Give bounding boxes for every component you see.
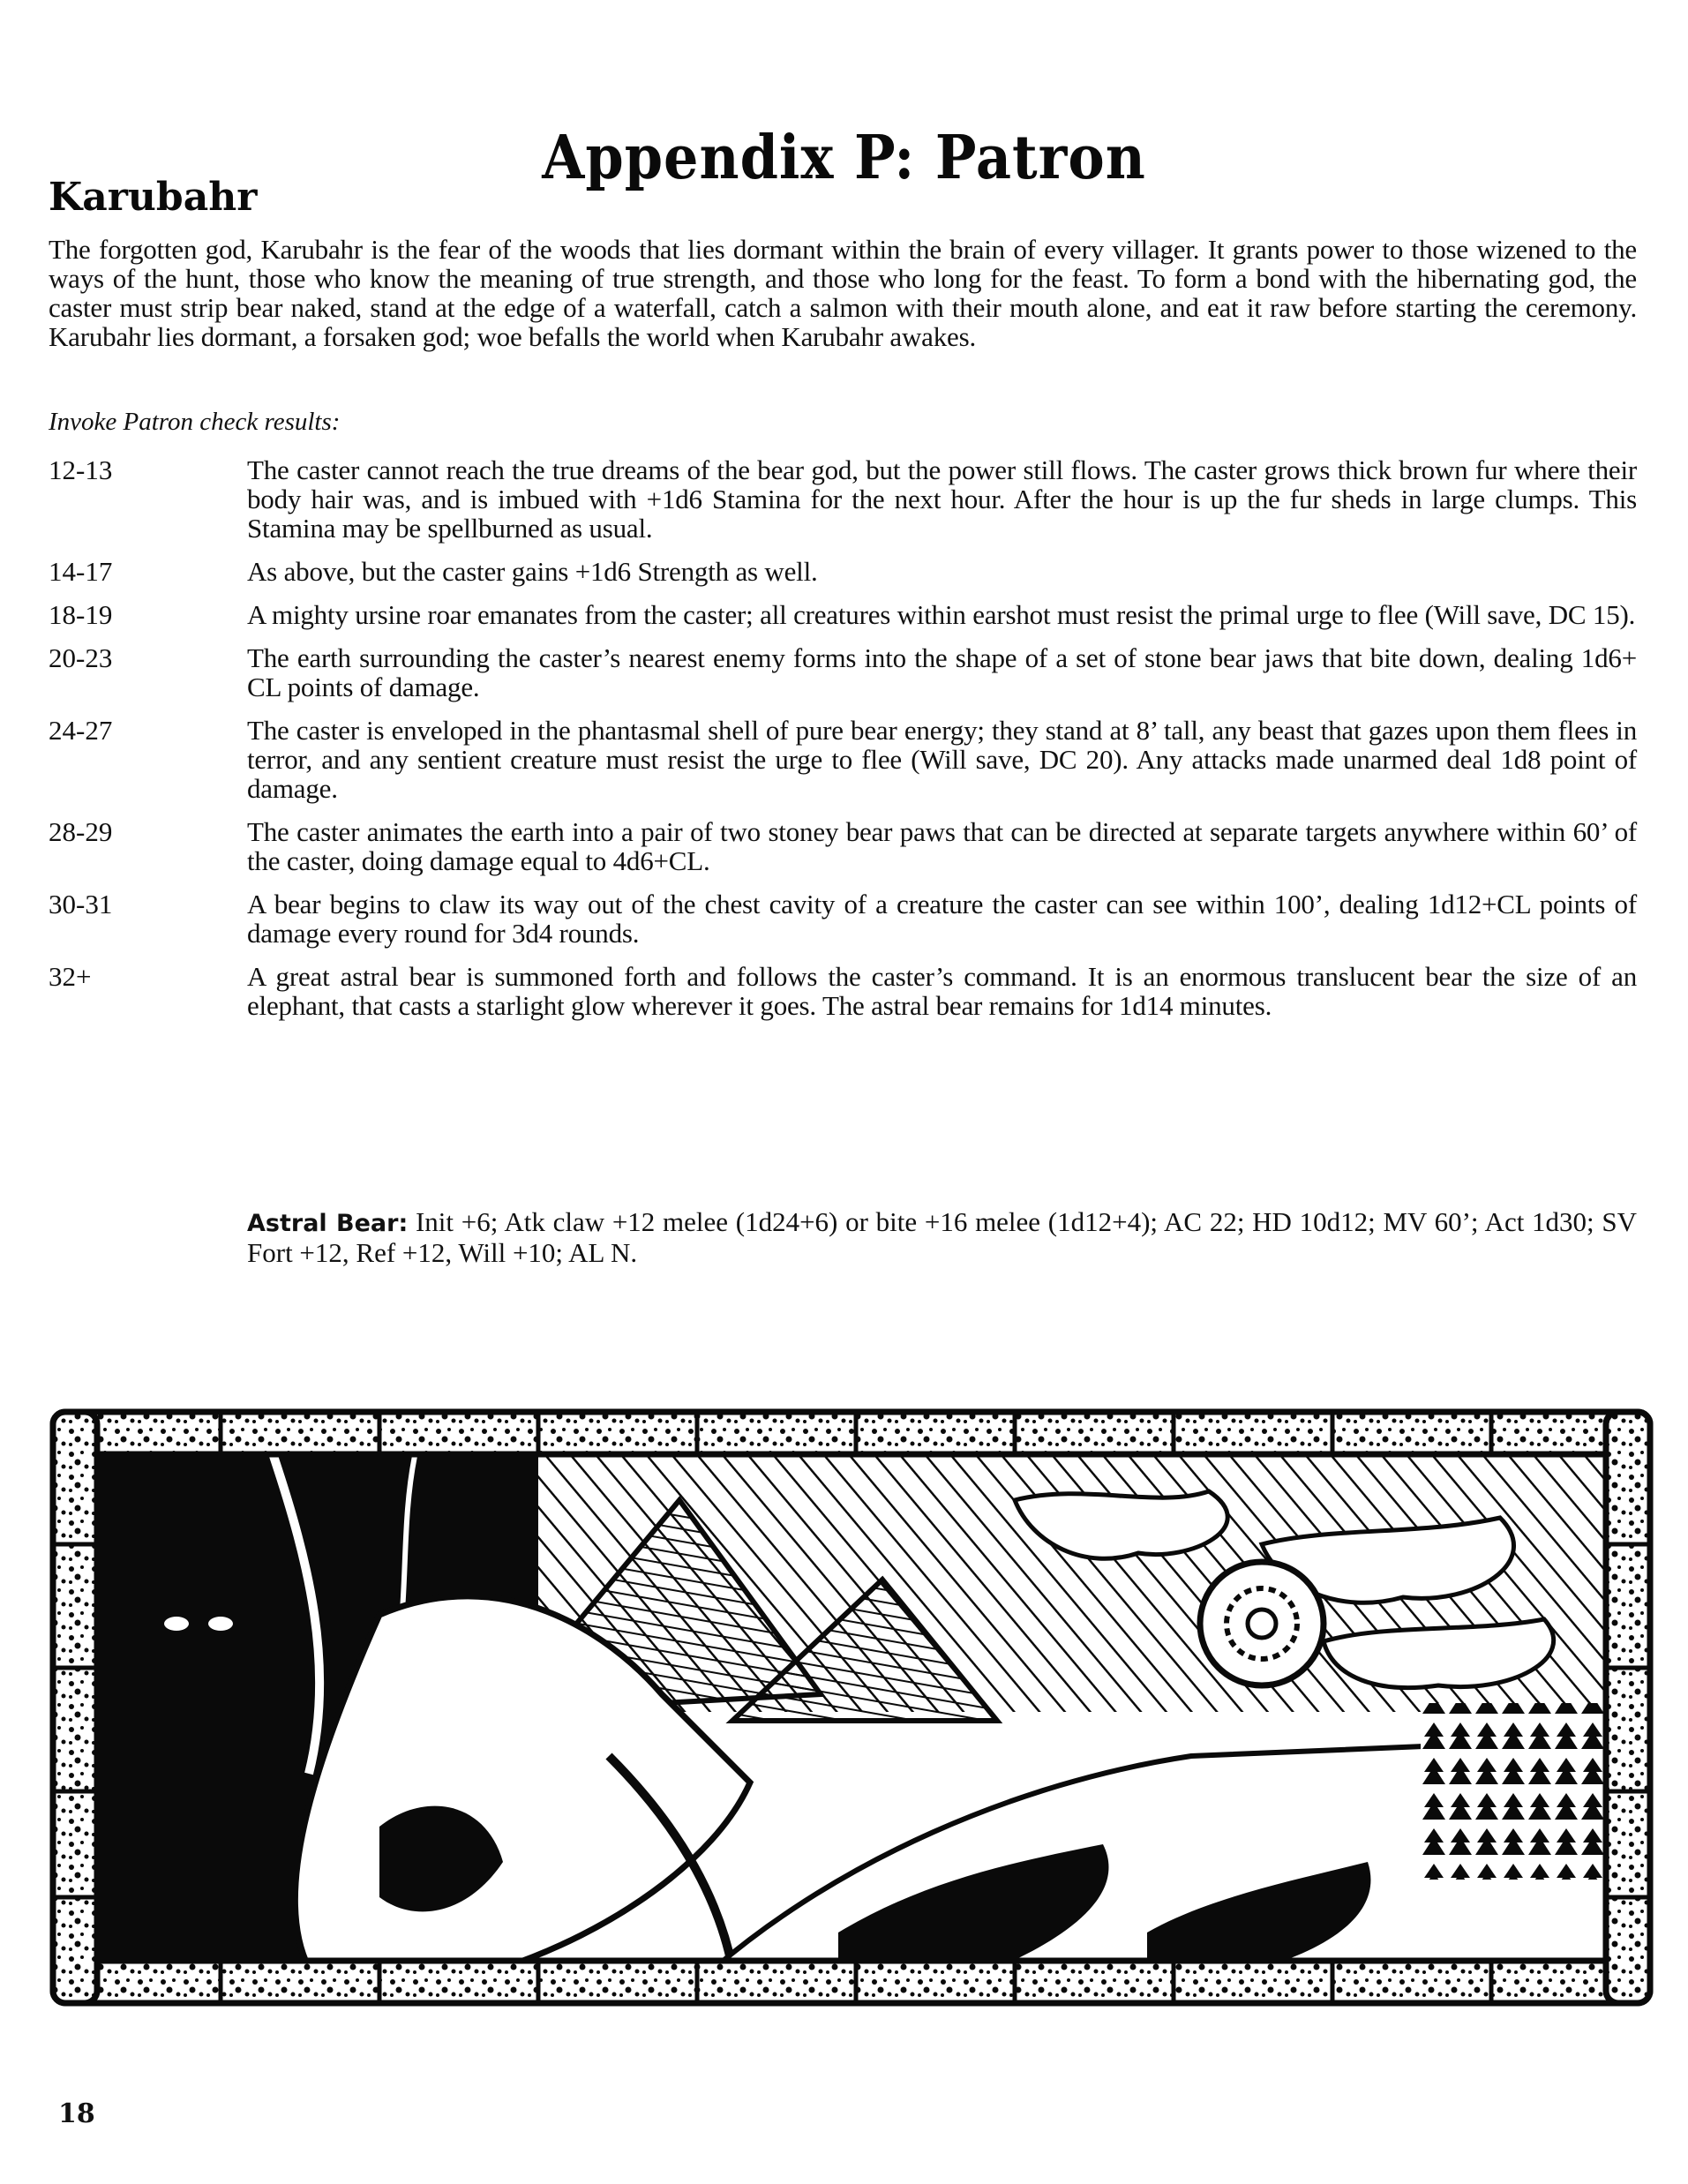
invoke-patron-results-table [49, 455, 1637, 1034]
result-row [49, 455, 1637, 543]
statblock-name: Astral Bear: [247, 1210, 409, 1237]
result-roll: 20-23 [49, 642, 113, 673]
result-roll: 12-13 [49, 454, 113, 485]
patron-name-heading: Karubahr [49, 175, 258, 220]
result-row [49, 817, 1637, 875]
statblock-stats: Init +6; Atk claw +12 melee (1d24+6) or bite +16 melee (1d12+4); AC 22; HD 10d12; MV 60’; Act 1d30; SV Fort +12, Ref +12, Will +10; AL N. [247, 1206, 1637, 1268]
page-number: 18 [58, 2098, 95, 2129]
result-row [49, 600, 1637, 629]
result-row [49, 557, 1637, 586]
result-roll: 14-17 [49, 556, 113, 587]
results-label: Invoke Patron check results: [49, 408, 341, 436]
result-roll: 28-29 [49, 816, 113, 847]
result-effect: The caster cannot reach the true dreams of the bear god, but the power still flows. The caster grows thick brown fur where their body hair was, and is imbued with +1d6 Stamina for the next hour. After the hour is up the fur sheds in large clumps. This Stamina may be spellburned as usual. [247, 454, 1637, 544]
result-effect: A mighty ursine roar emanates from the caster; all creatures within earshot must resist the primal urge to flee (Will save, DC 15). [247, 599, 1636, 630]
result-row [49, 716, 1637, 803]
result-effect: As above, but the caster gains +1d6 Strength as well. [247, 556, 818, 587]
patron-intro-paragraph: The forgotten god, Karubahr is the fear of the woods that lies dormant within the brain of every villager. It grants power to those wizened to the ways of the hunt, those who know the meaning of true strength, and those who long for the feast. To form a bond with the hibernating god, the caster must strip bear naked, stand at the edge of a waterfall, catch a salmon with their mouth alone, and eat it raw before starting the ceremony. Karubahr lies dormant, a forsaken god; woe befalls the world when Karubahr awakes. [49, 234, 1637, 352]
result-effect: The caster is enveloped in the phantasmal shell of pure bear energy; they stand at 8’ tall, any beast that gazes upon them flees in terror, and any sentient creature must resist the urge to flee (Will save, DC 20). Any attacks made unarmed deal 1d8 point of damage. [247, 715, 1637, 804]
result-roll: 24-27 [49, 715, 113, 746]
result-effect: A great astral bear is summoned forth and follows the caster’s command. It is an enormous translucent bear the size of an elephant, that casts a starlight glow wherever it goes. The astral bear remains for 1d14 minutes. [247, 961, 1637, 1021]
result-row [49, 889, 1637, 948]
page-title: Appendix P: Patron [542, 121, 1146, 193]
result-roll: 30-31 [49, 889, 113, 919]
result-effect: The earth surrounding the caster’s nearest enemy forms into the shape of a set of stone bear jaws that bite down, dealing 1d6+ CL points of damage. [247, 642, 1637, 702]
result-roll: 18-19 [49, 599, 113, 630]
result-effect: The caster animates the earth into a pair of two stoney bear paws that can be directed at separate targets anywhere within 60’ of the caster, doing damage equal to 4d6+CL. [247, 816, 1637, 876]
result-effect: A bear begins to claw its way out of the chest cavity of a creature the caster can see within 100’, dealing 1d12+CL points of damage every round for 3d4 rounds. [247, 889, 1637, 949]
result-row [49, 643, 1637, 702]
result-row [49, 962, 1637, 1020]
woodcut-bear-illustration-icon [44, 1403, 1659, 2012]
astral-bear-statblock [247, 1207, 1637, 1267]
result-roll: 32+ [49, 961, 92, 992]
